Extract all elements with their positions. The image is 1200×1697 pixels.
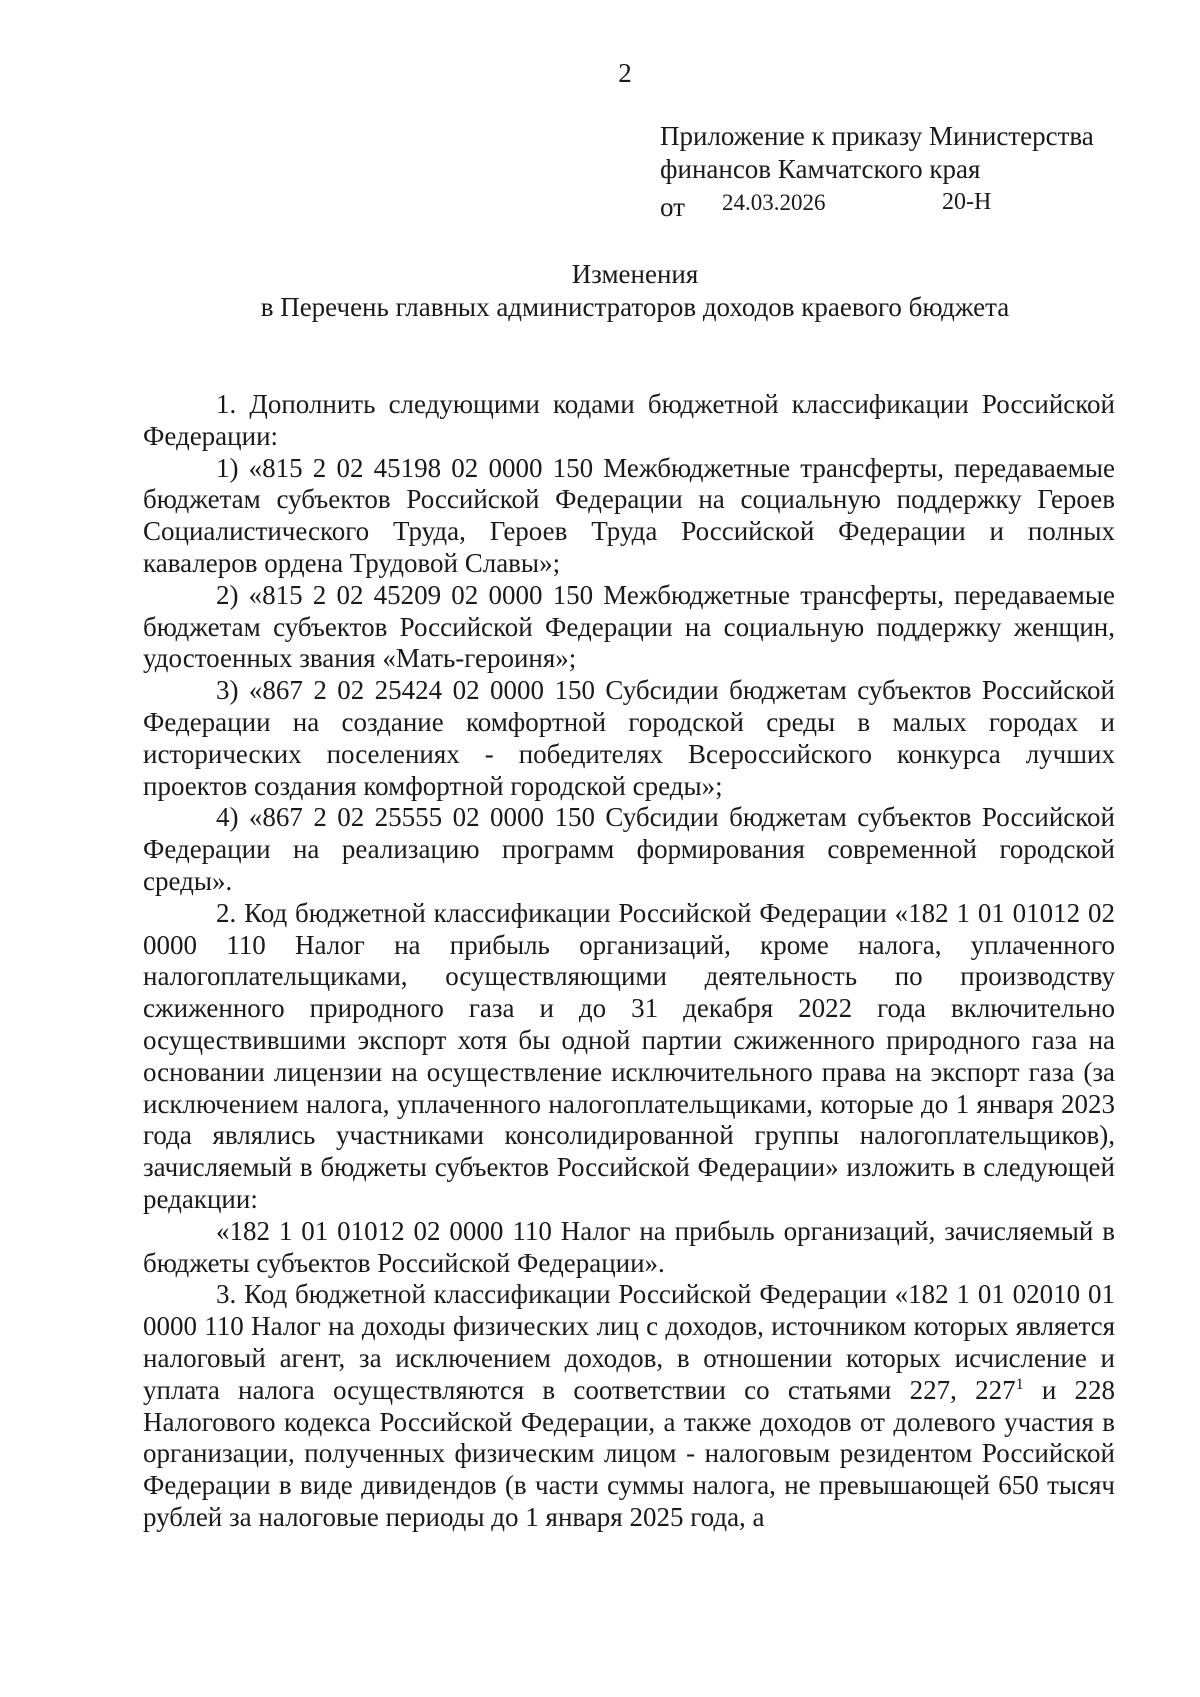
paragraph-3 bbox=[143, 1279, 1115, 1533]
title-main: Изменения bbox=[571, 259, 699, 289]
document-body bbox=[143, 389, 1115, 1534]
paragraph-1-item-2: 2) «815 2 02 45209 02 0000 150 Межбюджетные трансферты, передаваемые бюджетам субъектов Российской Федерации на социальную поддержку женщин, удостоенных звания «Мать-героиня»; bbox=[143, 579, 1115, 674]
title-subtitle: в Перечень главных администраторов доходов краевого бюджета bbox=[260, 292, 1010, 322]
document-title bbox=[0, 258, 1200, 324]
order-details bbox=[660, 186, 1094, 222]
appendix-line-1: Приложение к приказу Министерства bbox=[660, 121, 1094, 151]
paragraph-1: 1. Дополнить следующими кодами бюджетной классификации Российской Федерации: bbox=[143, 389, 1115, 451]
appendix-line-2: финансов Камчатского края bbox=[660, 154, 981, 184]
order-date: 24.03.2026 bbox=[722, 190, 826, 215]
paragraph-1-item-3: 3) «867 2 02 25424 02 0000 150 Субсидии бюджетам субъектов Российской Федерации на создание комфортной городской среды в малых городах и исторических поселениях - победителях Всероссийского конкурса лучших проектов создания комфортной городской среды»; bbox=[143, 675, 1115, 801]
article-superscript: 1 bbox=[1015, 1375, 1024, 1393]
paragraph-3-part-2: и 228 Налогового кодекса Российской Федерации, а также доходов от долевого участия в организации, полученных физическим лицом - налоговым резидентом Российской Федерации в виде дивидендов (в части суммы налога, не превышающей 650 тысяч рублей за налоговые периоды до 1 января 2025 года, а bbox=[143, 1374, 1115, 1532]
paragraph-2: 2. Код бюджетной классификации Российской Федерации «182 1 01 01012 02 0000 110 Налог на прибыль организаций, кроме налога, уплаченного налогоплательщиками, осуществляющими деятельность по производству сжиженного природного газа и до 31 декабря 2022 года включительно осуществившими экспорт хотя бы одной партии сжиженного природного газа на основании лицензии на осуществление исключительного права на экспорт газа (за исключением налога, уплаченного налогоплательщиками, которые до 1 января 2023 года являлись участниками консолидированной группы налогоплательщиков), зачисляемый в бюджеты субъектов Российской Федерации» изложить в следующей редакции: bbox=[143, 897, 1115, 1214]
paragraph-2-new-wording: «182 1 01 01012 02 0000 110 Налог на прибыль организаций, зачисляемый в бюджеты субъектов Российской Федерации». bbox=[143, 1215, 1115, 1278]
paragraph-3-part-1: 3. Код бюджетной классификации Российской Федерации «182 1 01 02010 01 0000 110 Налог на доходы физических лиц с доходов, источником которых является налоговый агент, за исключением доходов, в отношении которых исчисление и уплата налога осуществляются в соответствии со статьями 227, 227 bbox=[143, 1279, 1115, 1405]
order-from-label: от bbox=[660, 192, 685, 222]
paragraph-1-item-4: 4) «867 2 02 25555 02 0000 150 Субсидии бюджетам субъектов Российской Федерации на реализацию программ формирования современной городской среды». bbox=[143, 802, 1115, 896]
order-number: 20-Н bbox=[942, 189, 992, 215]
appendix-block bbox=[660, 120, 1094, 222]
paragraph-1-item-1: 1) «815 2 02 45198 02 0000 150 Межбюджетные трансферты, передаваемые бюджетам субъектов Российской Федерации на социальную поддержку Героев Социалистического Труда, Героев Труда Российской Федерации и полных кавалеров ордена Трудовой Славы»; bbox=[143, 452, 1115, 578]
page-number: 2 bbox=[618, 58, 632, 88]
